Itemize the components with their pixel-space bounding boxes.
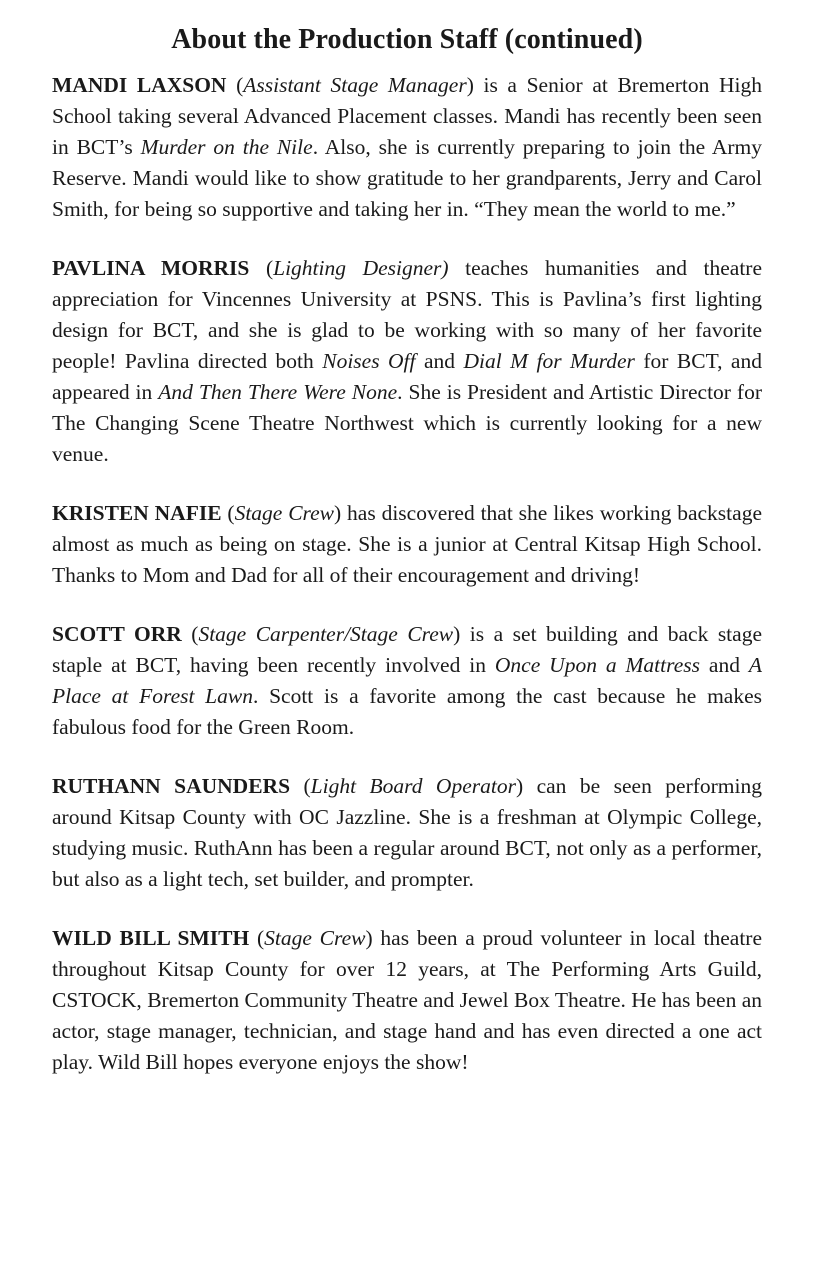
staff-name: SCOTT ORR — [52, 622, 182, 646]
bio-text: . Also, she is currently preparing to join the Army Reserve. Mandi would like to show gratitude to her grandparents, Jerry and Carol Smith, for being so supportive and taking her in. “They mean the world to me.” — [52, 135, 763, 221]
production-title: Murder on the Nile — [140, 135, 313, 159]
bio-text: ) can be seen performing around Kitsap County with OC Jazzline. She is a freshman at Olympic College, studying music. RuthAnn has been a regular around BCT, not only as a performer, but also as a light tech, set builder, and prompter. — [52, 774, 762, 891]
bio-scott-orr — [52, 619, 762, 743]
staff-role: Light Board Operator — [310, 774, 516, 798]
staff-name: MANDI LAXSON — [52, 73, 227, 97]
staff-role: Lighting Designer) — [273, 256, 449, 280]
bio-mandi-laxson — [52, 70, 762, 225]
production-title: A Place at Forest Lawn — [52, 653, 762, 708]
bio-text: ( — [221, 501, 235, 525]
staff-role: Stage Carpenter/Stage Crew — [198, 622, 454, 646]
program-page — [52, 22, 762, 1106]
staff-name: RUTHANN SAUNDERS — [52, 774, 291, 798]
staff-role: Assistant Stage Manager — [243, 73, 467, 97]
production-title: And Then There Were None — [158, 380, 398, 404]
bio-text: ( — [249, 926, 265, 950]
bio-text: ( — [290, 774, 311, 798]
bio-text: ) has discovered that she likes working backstage almost as much as being on stage. She is a junior at Central Kitsap High School. Thanks to Mom and Dad for all of their encouragement and driving! — [52, 501, 762, 587]
production-title: Once Upon a Mattress — [494, 653, 700, 677]
bio-text: ) has been a proud volunteer in local theatre throughout Kitsap County for over 12 years, at The Performing Arts Guild, CSTOCK, Bremerton Community Theatre and Jewel Box Theatre. He has been an actor, stage manager, technician, and stage hand and has even directed a one act play. Wild Bill hopes everyone enjoys the show! — [52, 926, 763, 1074]
bio-text: ) is a set building and back stage staple at BCT, having been recently involved in — [52, 622, 762, 677]
bio-text: ( — [226, 73, 244, 97]
bio-wild-bill-smith — [52, 923, 762, 1078]
bio-text: ( — [181, 622, 199, 646]
bio-text: ( — [249, 256, 274, 280]
bio-text: and — [699, 653, 749, 677]
bio-kristen-nafie — [52, 498, 762, 591]
staff-name: KRISTEN NAFIE — [52, 501, 222, 525]
bio-text: ) is a Senior at Bremerton High School taking several Advanced Placement classes. Mandi has recently been seen in BCT’s — [52, 73, 762, 159]
staff-role: Stage Crew — [234, 501, 335, 525]
bio-text: teaches humanities and theatre appreciation for Vincennes University at PSNS. This is Pavlina’s first lighting design for BCT, and she is glad to be working with so many of her favorite people! Pavlina directed both — [52, 256, 763, 373]
staff-name: WILD BILL SMITH — [52, 926, 250, 950]
bio-ruthann-saunders — [52, 771, 762, 895]
bio-text: and — [415, 349, 464, 373]
staff-role: Stage Crew — [264, 926, 366, 950]
bio-text: for BCT, and appeared in — [52, 349, 762, 404]
bio-pavlina-morris — [52, 253, 762, 470]
bio-text: . Scott is a favorite among the cast because he makes fabulous food for the Green Room. — [52, 684, 762, 739]
staff-name: PAVLINA MORRIS — [52, 256, 250, 280]
production-title: Dial M for Murder — [463, 349, 635, 373]
bio-text: . She is President and Artistic Director for The Changing Scene Theatre Northwest which is currently looking for a new venue. — [52, 380, 762, 466]
production-title: Noises Off — [322, 349, 416, 373]
page-title: About the Production Staff (continued) — [171, 24, 643, 55]
